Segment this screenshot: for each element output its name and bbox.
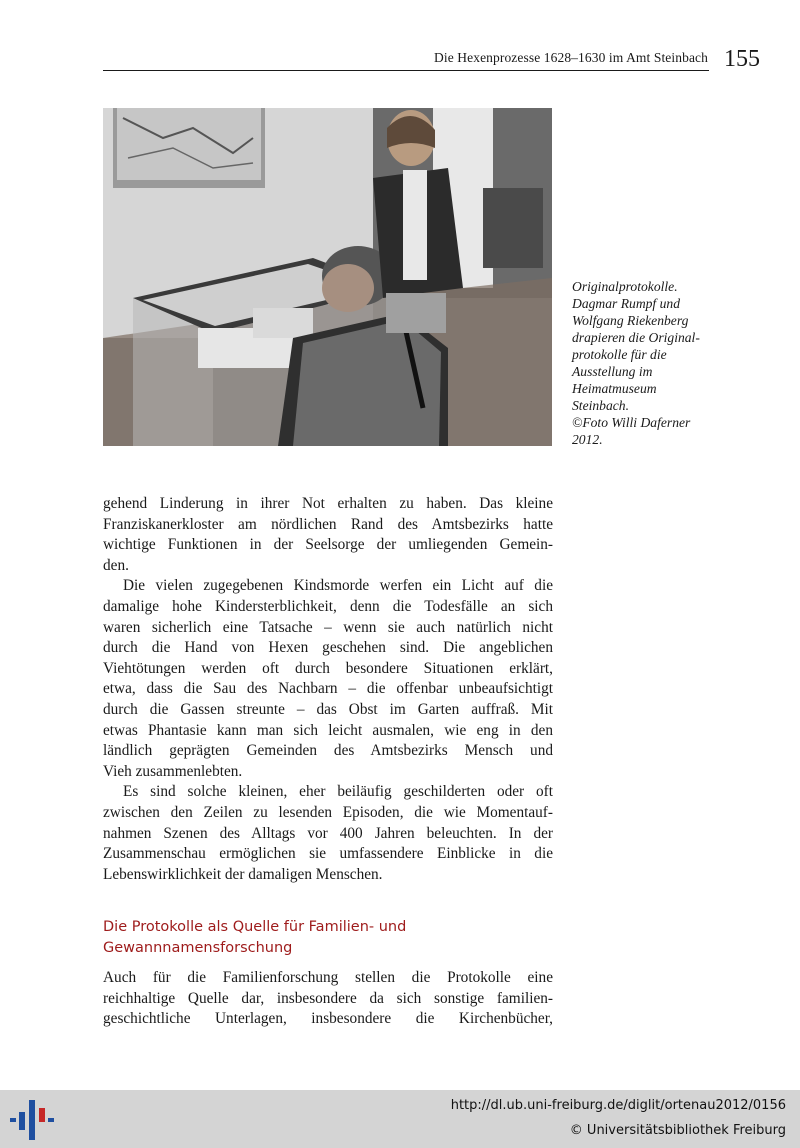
caption-line: drapieren die Original- (572, 330, 700, 345)
text-line: etwas Phantasie kann man sich leicht ausmalen, wie eng in den (103, 721, 553, 739)
photo-caption (572, 278, 732, 448)
text-line: Die vielen zugegebenen Kindsmorde werfen ein Licht auf die (123, 577, 553, 595)
footer-url-link[interactable]: http://dl.ub.uni-freiburg.de/diglit/ortenau2012/0156 (450, 1098, 786, 1113)
heading-line: Gewannnamensforschung (103, 939, 293, 956)
text-line: Zusammenschau ermöglichen sie umfassendere Einblicke in die (103, 845, 553, 863)
text-line: zwischen den Zeilen zu lesenden Episoden, die wie Momentauf- (103, 803, 553, 821)
page-number: 155 (724, 46, 760, 72)
text-line: durch die Gassen streunte – das Obst im Garten auffraß. Mit (103, 700, 553, 718)
body-text (103, 494, 553, 885)
text-line: damalige hohe Kindersterblichkeit, denn die Todesfälle an sich (103, 597, 553, 615)
text-line: waren sicherlich eine Tatsache – wenn sie auch natürlich nicht (103, 618, 553, 636)
text-line: wichtige Funktionen in der Seelsorge der umliegenden Gemein- (103, 536, 553, 554)
text-line: Es sind solche kleinen, eher beiläufig geschilderten oder oft (123, 783, 553, 801)
caption-line: ©Foto Willi Daferner (572, 415, 691, 430)
text-line: Franziskanerkloster am nördlichen Rand des Amtsbezirks hatte (103, 515, 553, 533)
caption-line: protokolle für die (572, 347, 667, 362)
text-line: nahmen Szenen des Alltags vor 400 Jahren beleuchten. In der (103, 824, 553, 842)
caption-line: Dagmar Rumpf und (572, 296, 680, 311)
running-header-title: Die Hexenprozesse 1628–1630 im Amt Steinbach (434, 50, 708, 65)
caption-line: Steinbach. (572, 398, 630, 413)
ub-freiburg-logo-icon[interactable] (10, 1098, 54, 1145)
section-heading (103, 917, 563, 958)
text-line: geschichtliche Unterlagen, insbesondere die Kirchenbücher, (103, 1010, 553, 1028)
footer-bar (0, 1090, 800, 1148)
text-line: Auch für die Familienforschung stellen die Protokolle eine (103, 969, 553, 986)
photo-display-case (103, 108, 552, 446)
text-line: reichhaltige Quelle dar, insbesondere da sich sonstige familien- (103, 989, 553, 1007)
text-line: den. (103, 556, 129, 574)
heading-line: Die Protokolle als Quelle für Familien- und (103, 919, 407, 935)
section-body-text (103, 968, 553, 1030)
footer-copyright: © Universitätsbibliothek Freiburg (569, 1123, 786, 1138)
text-line: Lebenswirklichkeit der damaligen Menschen. (103, 865, 383, 883)
text-line: etwa, dass die Sau des Nachbarn – die offenbar unbeaufsichtigt (103, 680, 553, 698)
text-line: Viehtötungen werden oft durch besondere Situationen erklärt, (103, 659, 553, 677)
photo-scene (103, 108, 552, 446)
text-line: ländlich geprägten Gemeinden des Amtsbezirks Mensch und (103, 742, 553, 760)
text-line: gehend Linderung in ihrer Not erhalten zu haben. Das kleine (103, 495, 553, 512)
text-line: durch die Hand von Hexen geschehen sind. Die angeblichen (103, 639, 553, 657)
caption-line: Originalprotokolle. (572, 279, 678, 294)
text-line: Vieh zusammenlebten. (103, 762, 243, 780)
caption-line: 2012. (572, 432, 603, 447)
caption-line: Ausstellung im (572, 364, 653, 379)
caption-line: Wolfgang Riekenberg (572, 313, 689, 328)
caption-line: Heimatmuseum (572, 381, 657, 396)
header-rule (103, 70, 709, 71)
